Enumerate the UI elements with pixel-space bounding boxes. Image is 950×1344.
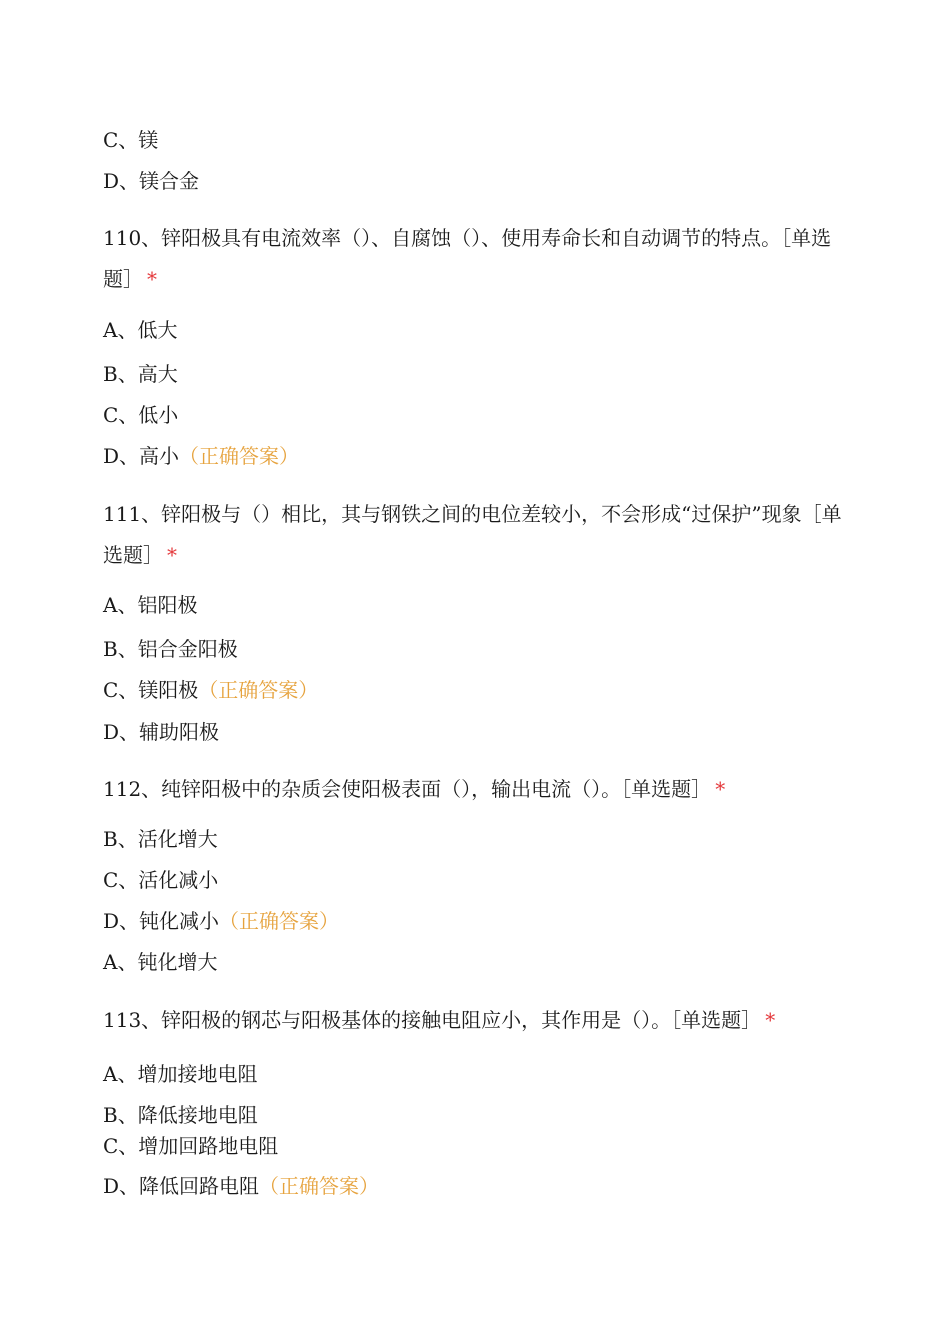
option-c: C、活化减小 xyxy=(103,868,219,892)
question-text: 113、锌阳极的钢芯与阳极基体的接触电阻应小，其作用是（）。［单选题］ xyxy=(103,1008,762,1032)
option-a: A、增加接地电阻 xyxy=(103,1062,258,1086)
question-112 xyxy=(103,777,725,801)
question-110 xyxy=(103,218,848,300)
option-text: D、降低回路电阻 xyxy=(103,1174,260,1198)
required-asterisk: * xyxy=(147,267,157,291)
option-b: B、铝合金阳极 xyxy=(103,637,238,661)
option-text: D、高小 xyxy=(103,444,180,468)
correct-answer-tag: （正确答案） xyxy=(219,909,340,933)
option-a: A、铝阳极 xyxy=(103,593,198,617)
option-d: D、辅助阳极 xyxy=(103,720,220,744)
option-c: C、增加回路地电阻 xyxy=(103,1134,279,1158)
required-asterisk: * xyxy=(765,1008,776,1032)
option-d xyxy=(103,909,339,933)
correct-answer-tag: （正确答案） xyxy=(259,1174,380,1198)
option-c xyxy=(103,678,318,702)
option-c: C、低小 xyxy=(103,403,179,427)
question-113 xyxy=(103,1008,775,1032)
option-d: D、镁合金 xyxy=(103,169,200,193)
correct-answer-tag: （正确答案） xyxy=(198,678,319,702)
option-text: C、镁阳极 xyxy=(103,678,199,702)
question-text: 111、锌阳极与（）相比，其与钢铁之间的电位差较小，不会形成“过保护”现象［单选题］ xyxy=(103,502,842,567)
question-111 xyxy=(103,494,848,576)
option-b: B、降低接地电阻 xyxy=(103,1103,258,1127)
option-d xyxy=(103,1174,379,1198)
correct-answer-tag: （正确答案） xyxy=(179,444,300,468)
option-c: C、镁 xyxy=(103,128,159,152)
option-b: B、活化增大 xyxy=(103,827,218,851)
question-text: 112、纯锌阳极中的杂质会使阳极表面（），输出电流（）。［单选题］ xyxy=(103,777,712,801)
option-d xyxy=(103,444,299,468)
required-asterisk: * xyxy=(715,777,726,801)
required-asterisk: * xyxy=(167,543,177,567)
option-a: A、低大 xyxy=(103,318,178,342)
question-text: 110、锌阳极具有电流效率（）、自腐蚀（）、使用寿命长和自动调节的特点。［单选题］ xyxy=(103,226,832,291)
option-b: B、高大 xyxy=(103,362,178,386)
option-text: D、钝化减小 xyxy=(103,909,220,933)
option-a: A、钝化增大 xyxy=(103,950,218,974)
